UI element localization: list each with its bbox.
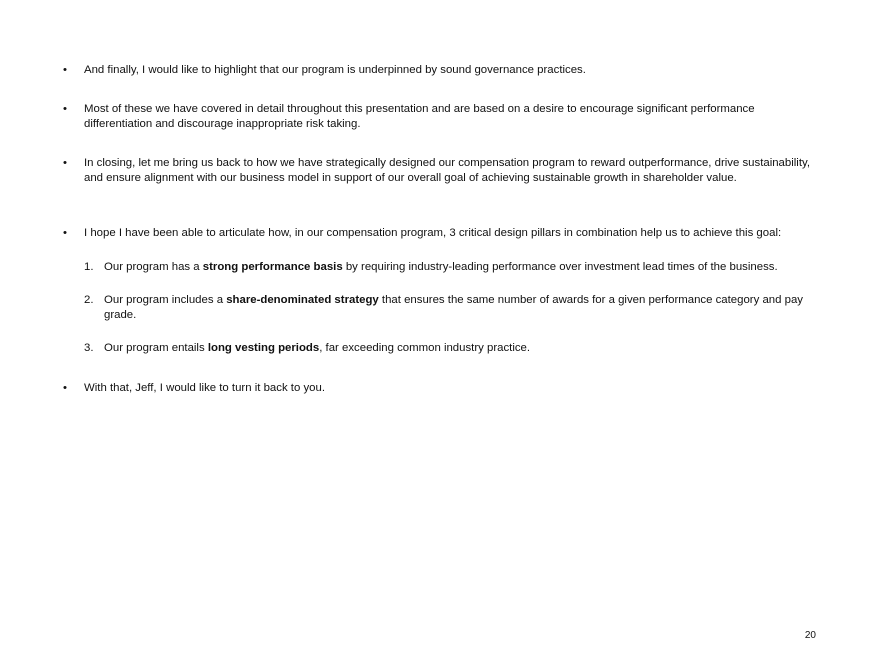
pillar-text: Our program entails bbox=[104, 342, 208, 354]
pillar-item bbox=[104, 341, 816, 356]
bullet-marker: • bbox=[63, 227, 67, 239]
bullet-performance-differentiation: Most of these we have covered in detail throughout this presentation and are based on a desire to encourage significant performance differentiation and discourage inappropriate risk taking. bbox=[84, 103, 755, 130]
pillar-text: Our program has a bbox=[104, 261, 203, 273]
bullet-marker: • bbox=[63, 382, 67, 394]
pillar-item bbox=[104, 293, 816, 322]
bullet-handoff: With that, Jeff, I would like to turn it back to you. bbox=[84, 382, 326, 394]
pillar-text: that ensures the same number of awards for a given performance category and pay grade. bbox=[104, 294, 803, 321]
bullet-design-pillars-intro: I hope I have been able to articulate how, in our compensation program, 3 critical design pillars in combination help us to achieve this goal: bbox=[84, 227, 782, 239]
pillar-text: , far exceeding common industry practice. bbox=[319, 342, 531, 354]
pillar-text: by requiring industry-leading performance over investment lead times of the business. bbox=[342, 261, 778, 273]
bullet-marker: • bbox=[63, 103, 67, 115]
page-number: 20 bbox=[804, 630, 816, 641]
pillar-bold-term: long vesting periods bbox=[207, 342, 320, 354]
bullet-marker: • bbox=[63, 64, 67, 76]
pillar-number: 2. bbox=[84, 294, 94, 306]
bullet-closing-summary: In closing, let me bring us back to how we have strategically designed our compensation program to reward outperformance, drive sustainability, and ensure alignment with our business model in support of our overall goal of achieving sustainable growth in shareholder value. bbox=[84, 157, 810, 184]
pillar-number: 3. bbox=[84, 342, 94, 354]
pillar-bold-term: share-denominated strategy bbox=[226, 294, 379, 306]
pillar-text: Our program includes a bbox=[104, 294, 227, 306]
pillar-bold-term: strong performance basis bbox=[202, 261, 343, 273]
bullet-marker: • bbox=[63, 157, 67, 169]
pillar-number: 1. bbox=[84, 261, 94, 273]
pillar-item bbox=[104, 260, 816, 275]
bullet-governance: And finally, I would like to highlight that our program is underpinned by sound governance practices. bbox=[84, 64, 586, 76]
